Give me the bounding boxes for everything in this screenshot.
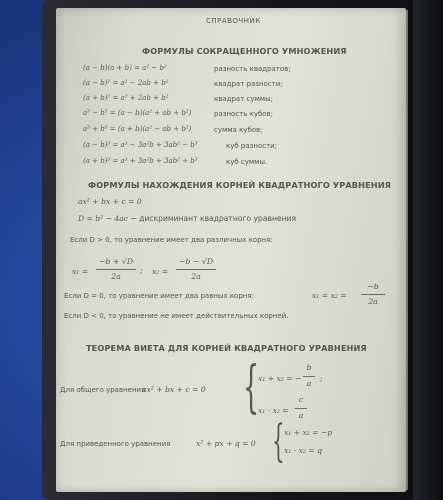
section2-title: ФОРМУЛЫ НАХОЖДЕНИЯ КОРНЕЙ КВАДРАТНОГО УРАВНЕНИЯ xyxy=(88,180,392,190)
general-equation-label: Для общего уравнения xyxy=(60,386,146,394)
vieta-reduced-brace: { xyxy=(272,416,285,467)
equal-roots-fraction-bar xyxy=(361,294,385,295)
case-d-positive: Если D > 0, то уравнение имеет два различных корня: xyxy=(70,236,273,244)
equal-roots-denominator: 2a xyxy=(368,297,378,306)
formula-label: разность кубов; xyxy=(214,110,274,118)
formula: a³ + b³ = (a + b)(a² − ab + b²) xyxy=(83,125,192,133)
general-equation: ax² + bx + c = 0 xyxy=(142,385,206,394)
formula: (a − b)³ = a³ − 3a²b + 3ab² − b³ xyxy=(83,141,198,149)
case-d-zero: Если D = 0, то уравнение имеет два равных корня: xyxy=(64,292,254,300)
quadratic-equation: ax² + bx + c = 0 xyxy=(78,197,142,206)
vieta-sum-lhs: x₁ + x₂ = − xyxy=(258,374,302,383)
formula: (a − b)² = a² − 2ab + b² xyxy=(83,79,169,87)
formula: (a − b)(a + b) = a² − b² xyxy=(83,64,167,72)
section1-title: ФОРМУЛЫ СОКРАЩЕННОГО УМНОЖЕНИЯ xyxy=(142,46,347,56)
section3-title: ТЕОРЕМА ВИЕТА ДЛЯ КОРНЕЙ КВАДРАТНОГО УРАВНЕНИЯ xyxy=(86,343,367,353)
roots-separator: ; xyxy=(140,266,143,275)
x1-fraction-bar xyxy=(96,269,136,270)
vieta-reduced-product: x₁ · x₂ = q xyxy=(284,446,322,455)
vieta-reduced-sum: x₁ + x₂ = −p xyxy=(284,428,333,437)
vieta-product-numerator: c xyxy=(298,395,304,404)
reduced-equation-label: Для приведенного уравнения xyxy=(60,440,171,448)
equal-roots-lhs: x₁ = x₂ = xyxy=(312,291,347,300)
vieta-product-denominator: a xyxy=(298,411,304,420)
x2-denominator: 2a xyxy=(191,272,201,281)
vieta-product-fraction-bar xyxy=(295,408,307,409)
x1-numerator: −b + √D xyxy=(98,257,134,266)
discriminant-text: − дискриминант квадратного уравнения xyxy=(128,214,297,223)
formula-label: квадрат суммы; xyxy=(214,95,273,103)
equal-roots-numerator: −b xyxy=(367,282,379,291)
formula-label: куб разности; xyxy=(226,142,278,150)
section-label: СПРАВОЧНИК xyxy=(206,17,261,25)
vieta-sum-fraction-bar xyxy=(303,376,315,377)
formula: (a + b)³ = a³ + 3a²b + 3ab² + b³ xyxy=(83,157,198,165)
discriminant-line xyxy=(78,214,296,223)
x1-lhs: x₁ = xyxy=(72,267,89,276)
formula: (a + b)² = a² + 2ab + b² xyxy=(83,94,169,102)
vieta-general-brace: { xyxy=(243,355,260,420)
formula-label: разность квадратов; xyxy=(214,65,291,73)
discriminant-formula: D = b² − 4ac xyxy=(78,214,128,223)
vieta-sum-denominator: a xyxy=(306,379,312,388)
x1-denominator: 2a xyxy=(111,272,121,281)
formula-label: куб суммы. xyxy=(226,158,268,166)
notebook-cover-edge xyxy=(413,0,443,500)
vieta-sum-numerator: b xyxy=(306,363,312,372)
case-d-negative: Если D < 0, то уравнение не имеет действительных корней. xyxy=(64,312,289,320)
reduced-equation: x² + px + q = 0 xyxy=(196,439,256,448)
formula: a³ − b³ = (a − b)(a² + ab + b²) xyxy=(83,109,192,117)
notebook-page xyxy=(56,8,406,492)
x2-fraction-bar xyxy=(176,269,216,270)
formula-label: квадрат разности; xyxy=(214,80,283,88)
formula-label: сумма кубов; xyxy=(214,126,263,134)
vieta-sum-separator: ; xyxy=(320,374,323,383)
x2-numerator: −b − √D xyxy=(178,257,214,266)
x2-lhs: x₂ = xyxy=(152,267,169,276)
vieta-product-lhs: x₁ · x₂ = xyxy=(258,406,289,415)
